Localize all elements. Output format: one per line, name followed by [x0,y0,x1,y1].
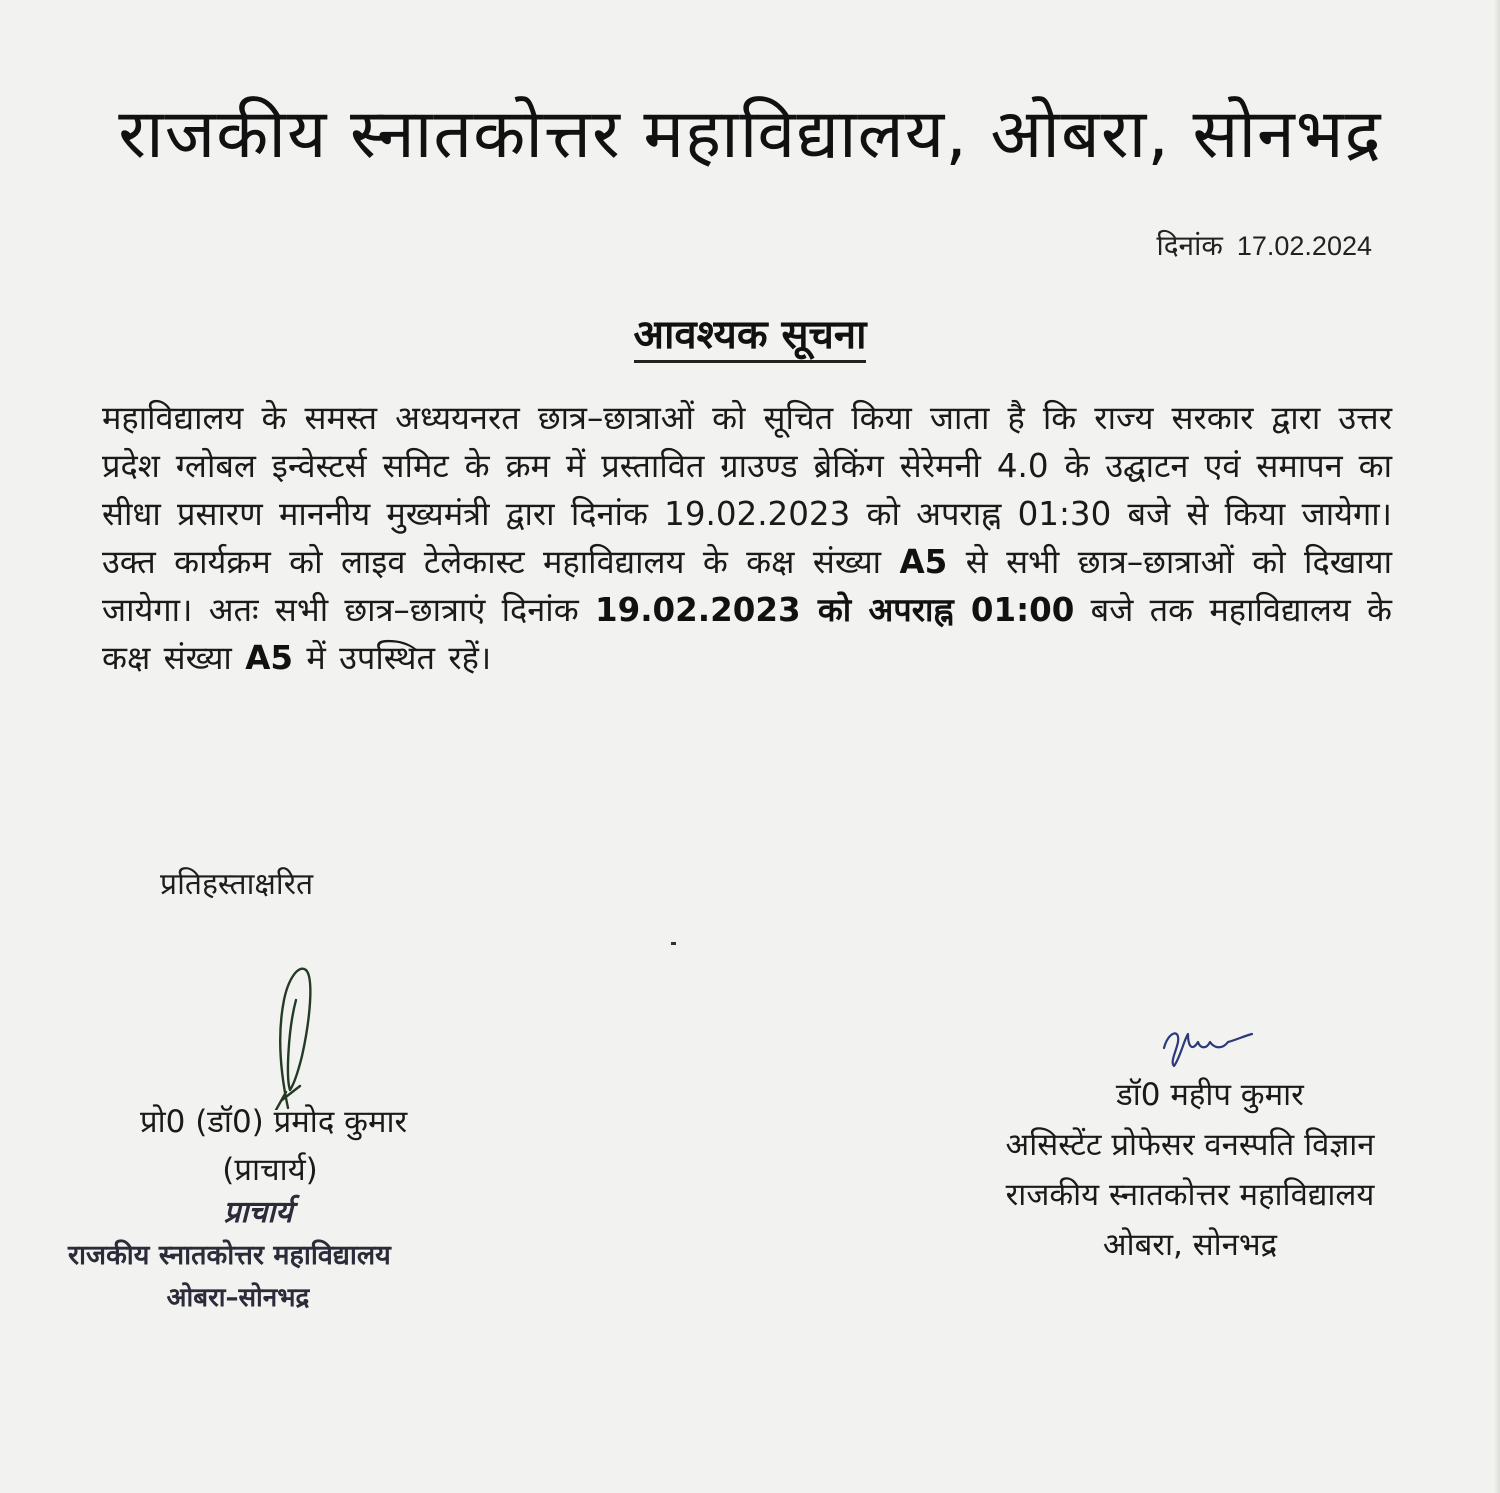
faculty-designation: असिस्टेंट प्रोफेसर वनस्पति विज्ञान [1005,1127,1375,1163]
faculty-place: ओबरा, सोनभद्र [1102,1227,1278,1263]
faculty-block [930,1070,1450,1270]
deadline-time: 19.02.2023 को अपराह्न 01:00 [594,591,1075,629]
date-line [1156,226,1372,264]
notice-text-part3: बजे तक महाविद्यालय के कक्ष संख्या [102,591,1392,677]
date-label: दिनांक [1156,229,1223,262]
faculty-signature-icon [1158,1018,1258,1070]
notice-heading-text: आवश्यक सूचना [634,312,867,363]
principal-name: प्रो0 (डॉ0) प्रमोद कुमार [140,1104,408,1140]
room-number-1: A5 [899,543,948,581]
page-edge-shadow [1494,0,1500,1493]
notice-body [102,394,1392,682]
principal-stamp [68,1190,518,1314]
countersigned-label: प्रतिहस्ताक्षरित [160,867,314,902]
college-title: राजकीय स्नातकोत्तर महाविद्यालय, ओबरा, सोनभद्र [118,95,1382,174]
principal-role: (प्राचार्य) [222,1152,318,1188]
stamp-title: प्राचार्य [223,1195,293,1230]
principal-block [50,1100,520,1190]
faculty-name: डॉ0 महीप कुमार [1116,1077,1304,1113]
principal-signature-icon [262,960,332,1110]
notice-text-part2: से सभी छात्र–छात्राओं को दिखाया जायेगा। अतः सभी छात्र–छात्राएं दिनांक [102,543,1392,629]
date-value: 17.02.2024 [1236,231,1372,261]
ink-dot [671,942,676,945]
stamp-place: ओबरा–सोनभद्र [166,1283,310,1313]
notice-heading [0,305,1500,360]
notice-text-part4: में उपस्थित रहें। [306,639,492,677]
notice-text-part1: महाविद्यालय के समस्त अध्ययनरत छात्र–छात्राओं को सूचित किया जाता है कि राज्य सरकार द्वारा उत्तर प्रदेश ग्लोबल इन्वेस्टर्स समिट के क्रम में प्रस्तावित ग्राउण्ड ब्रेकिंग सेरेमनी 4.0 के उद्घाटन एवं समापन का सीधा प्रसारण माननीय मुख्यमंत्री द्वारा दिनांक 19.02.2023 को अपराह्न 01:30 बजे से किया जायेगा। उक्त कार्यक्रम को लाइव टेलेकास्ट महाविद्यालय के कक्ष संख्या [102,399,1392,581]
room-number-2: A5 [245,639,293,677]
faculty-college: राजकीय स्नातकोत्तर महाविद्यालय [1005,1177,1375,1213]
stamp-college: राजकीय स्नातकोत्तर महाविद्यालय [68,1240,391,1271]
